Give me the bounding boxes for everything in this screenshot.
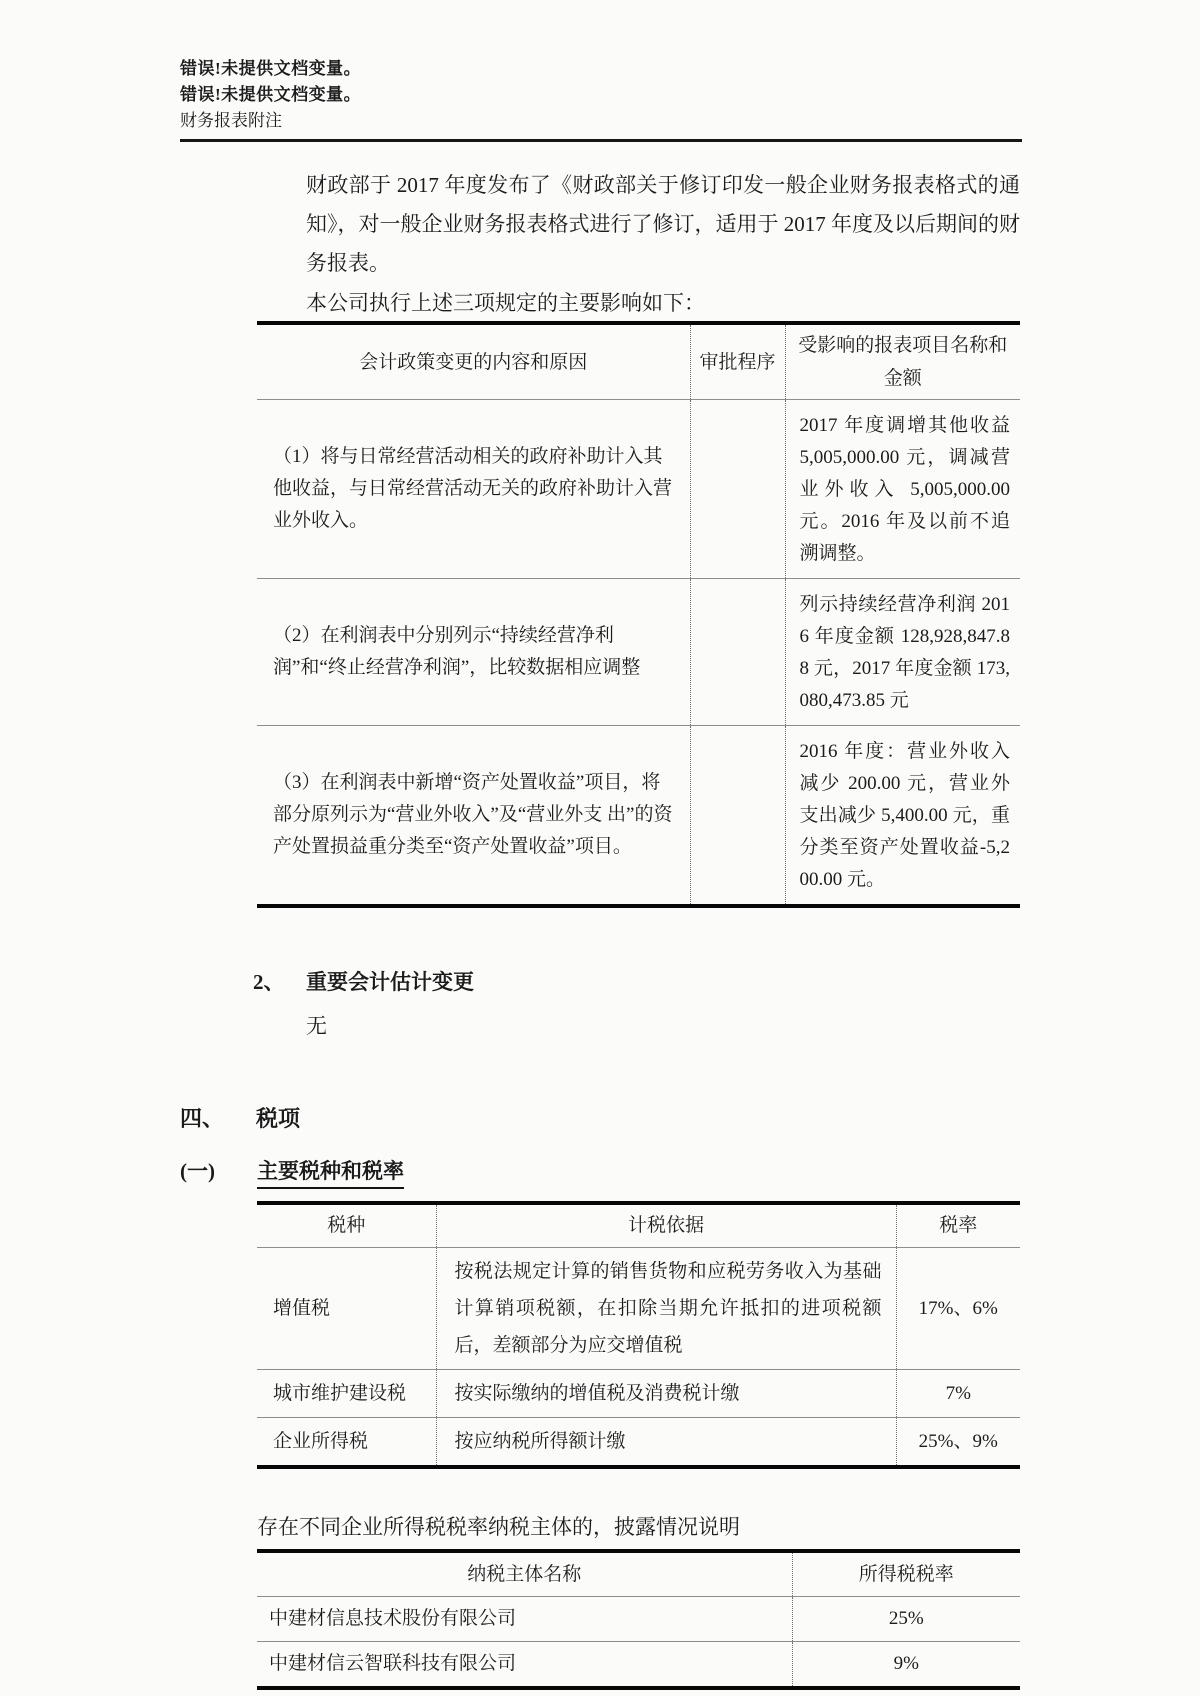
tax-header-basis: 计税依据	[436, 1203, 896, 1248]
header-subtitle: 财务报表附注	[180, 111, 282, 130]
entity-table-row-2	[257, 1642, 1020, 1689]
tax-row2-basis: 按实际缴纳的增值税及消费税计缴	[436, 1370, 896, 1418]
policy-table-row-2	[257, 579, 1020, 726]
entity-row1-name: 中建材信息技术股份有限公司	[257, 1597, 792, 1642]
section-2-body: 无	[306, 1014, 327, 1038]
tax-table-row-1	[257, 1248, 1020, 1370]
policy-row2-content: （2）在利润表中分别列示“持续经营净利润”和“终止经营净利润”，比较数据相应调整	[257, 579, 690, 726]
policy-row3-impact: 2016 年度：营业外收入减少 200.00 元，营业外支出减少 5,400.00 元，重分类至资产处置收益-5,200.00 元。	[785, 726, 1020, 907]
header-rule	[180, 139, 1022, 142]
policy-table-row-1	[257, 400, 1020, 579]
entity-header-name: 纳税主体名称	[257, 1551, 792, 1597]
tax-row2-type: 城市维护建设税	[257, 1370, 436, 1418]
policy-table-header-row	[257, 323, 1020, 400]
tax-entity-table	[257, 1549, 1020, 1690]
section-2-number: 2、	[253, 970, 285, 994]
intro-paragraph: 财政部于 2017 年度发布了《财政部关于修订印发一般企业财务报表格式的通知》，对一般企业财务报表格式进行了修订，适用于 2017 年度及以后期间的财务报表。	[306, 173, 1020, 275]
entity-table-header-row	[257, 1551, 1020, 1597]
tax-rate-table	[257, 1201, 1020, 1469]
section-4-heading	[180, 1102, 1200, 1133]
entity-row2-name: 中建材信云智联科技有限公司	[269, 1653, 517, 1674]
document-header	[180, 56, 1200, 134]
header-error-line-2: 错误!未提供文档变量。	[180, 85, 362, 104]
entity-row1-rate: 25%	[792, 1597, 1020, 1642]
policy-header-content: 会计政策变更的内容和原因	[257, 323, 690, 400]
tax-row3-basis: 按应纳税所得额计缴	[436, 1418, 896, 1468]
policy-table-lead: 本公司执行上述三项规定的主要影响如下：	[306, 291, 705, 315]
header-error-line-1: 错误!未提供文档变量。	[180, 59, 362, 78]
tax-row1-basis: 按税法规定计算的销售货物和应税劳务收入为基础计算销项税额，在扣除当期允许抵扣的进项税额后，差额部分为应交增值税	[436, 1248, 896, 1370]
tax-row2-rate: 7%	[896, 1370, 1020, 1418]
tax-table-header-row	[257, 1203, 1020, 1248]
section-4-number: 四、	[180, 1106, 225, 1131]
policy-row1-approval	[690, 400, 785, 579]
disclosure-lead: 存在不同企业所得税税率纳税主体的，披露情况说明	[257, 1515, 740, 1539]
tax-row1-rate: 17%、6%	[896, 1248, 1020, 1370]
policy-row1-impact: 2017 年度调增其他收益 5,005,000.00 元，调减营业外收入 5,005,000.00 元。2016 年及以前不追溯调整。	[785, 400, 1020, 579]
policy-row3-content: （3）在利润表中新增“资产处置收益”项目，将 部分原列示为“营业外收入”及“营业外支 出”的资产处置损益重分类至“资产处置收益”项目。	[273, 772, 673, 857]
policy-header-approval: 审批程序	[690, 323, 785, 400]
section-2-title: 重要会计估计变更	[306, 970, 474, 994]
entity-header-rate: 所得税税率	[792, 1551, 1020, 1597]
policy-row1-content: （1）将与日常经营活动相关的政府补助计入其他收益，与日常经营活动无关的政府补助计入营业外收入。	[257, 400, 690, 579]
tax-row3-type: 企业所得税	[273, 1431, 369, 1452]
section-4-1-heading	[180, 1155, 1200, 1189]
tax-table-row-2	[257, 1370, 1020, 1418]
policy-row2-impact: 列示持续经营净利润 2016 年度金额 128,928,847.88 元，2017 年度金额 173,080,473.85 元	[785, 579, 1020, 726]
entity-table-row-1	[257, 1597, 1020, 1642]
tax-row1-type: 增值税	[257, 1248, 436, 1370]
policy-row3-approval	[690, 726, 785, 907]
tax-table-row-3	[257, 1418, 1020, 1468]
tax-header-type: 税种	[257, 1203, 436, 1248]
policy-change-table	[257, 321, 1020, 908]
section-4-title: 税项	[256, 1106, 301, 1131]
section-2-heading	[253, 966, 1200, 996]
policy-row2-approval	[690, 579, 785, 726]
entity-row2-rate: 9%	[792, 1642, 1020, 1689]
policy-table-row-3	[257, 726, 1020, 907]
section-4-1-title: 主要税种和税率	[257, 1155, 404, 1189]
policy-header-impact: 受影响的报表项目名称和金额	[785, 323, 1020, 400]
tax-header-rate: 税率	[896, 1203, 1020, 1248]
section-4-1-number: (一)	[180, 1159, 215, 1183]
tax-row3-rate: 25%、9%	[896, 1418, 1020, 1468]
